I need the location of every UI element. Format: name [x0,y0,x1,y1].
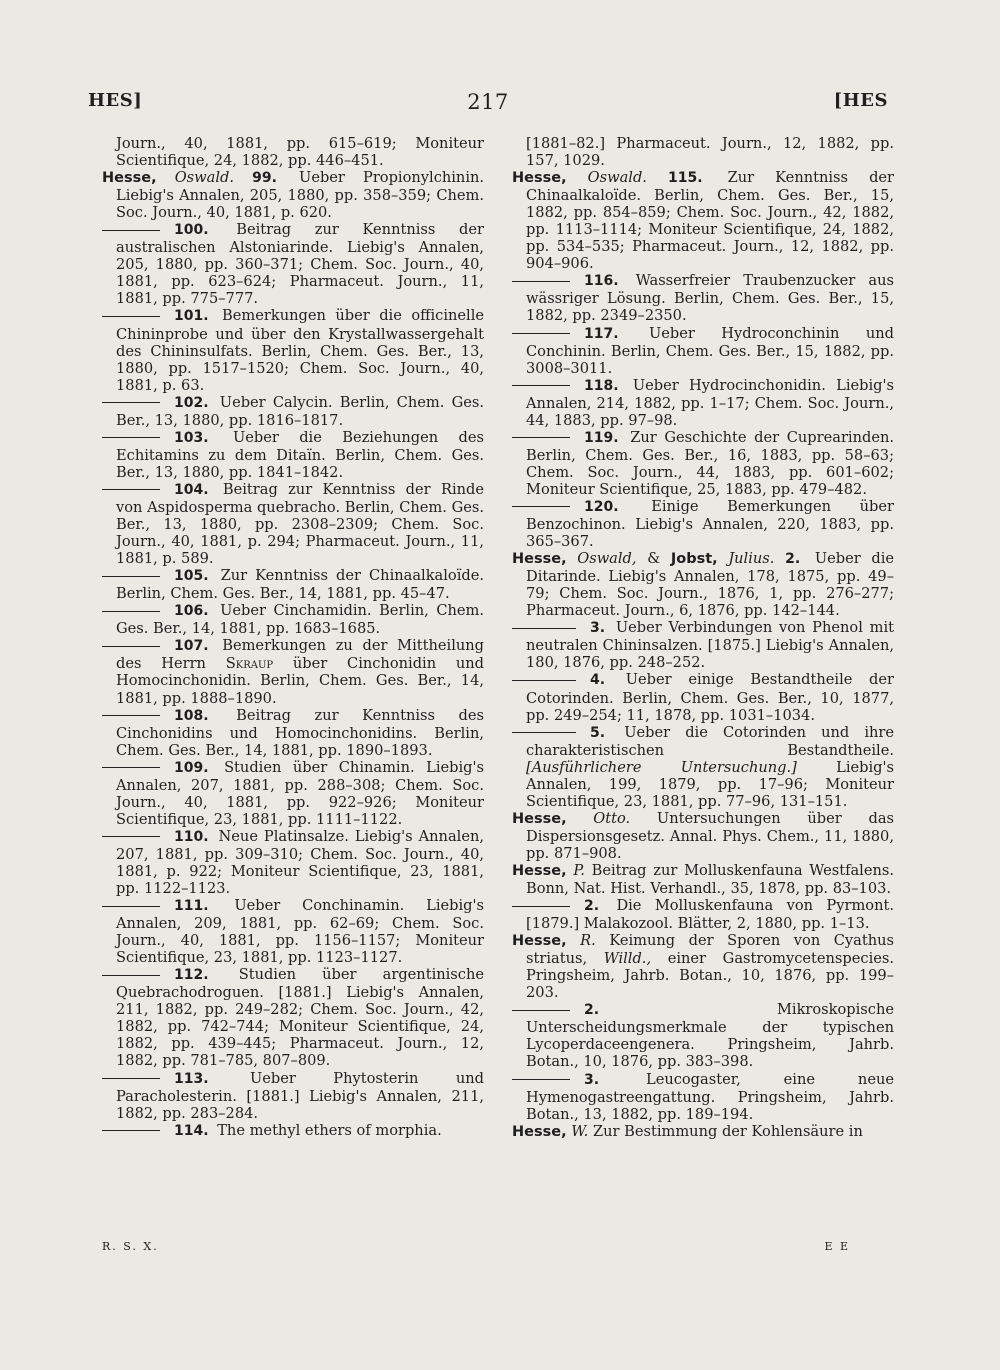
entry-text: Keimung der Sporen von Cyathus striatus, [526,932,895,968]
entry-number: 112. [174,967,209,984]
entry-number: 105. [174,568,209,585]
entry-number: 113. [174,1070,209,1087]
ditto-rule [512,680,576,681]
ditto-rule [102,1130,160,1131]
entry-text: einer Gastromycetenspecies. Pringsheim, Jahrb. Botan., 10, 1876, pp. 199–203. [526,950,894,1002]
bibliography-entry [512,619,894,671]
author-surname: Hesse, [512,862,567,879]
ditto-rule [512,1079,570,1080]
entry-text: The methyl ethers of morphia. [217,1121,442,1139]
small-caps-name: Skraup [225,655,274,673]
ditto-rule [512,437,570,438]
bibliography-entry [102,707,484,759]
entry-number: 3. [584,1071,600,1088]
bibliography-entry [512,897,894,932]
entry-number: 120. [584,498,619,515]
entry-text: über Cinchonidin und Homocinchonidin. Berlin, Chem. Ges. Ber., 14, 1881, pp. 1888–1890. [116,655,485,707]
entry-number: 102. [174,394,209,411]
entry-text: [1881–82.] Pharmaceut. Journ., 12, 1882, pp. 157, 1029. [526,135,894,170]
author-surname: Hesse, [512,170,567,187]
entry-number: 2. [584,1002,600,1019]
entry-number: 116. [584,273,619,290]
bibliography-entry [102,897,484,966]
entry-text: Zur Kenntniss der Chinaalkaloïde. Berlin, Chem. Ges. Ber., 14, 1881, pp. 45–47. [116,567,485,603]
entry-number: 118. [584,377,619,394]
bibliography-entry [512,498,894,550]
page-footer [102,1240,850,1260]
author-given-name: R. [580,932,596,950]
ditto-rule [102,715,160,716]
entry-text: Ueber einige Bestandtheile der Cotorinden. Berlin, Chem. Ges. Ber., 10, 1877, pp. 249–254; 11, 1878, pp. 1031–1034. [526,671,895,724]
entry-text: Beitrag zur Kenntniss der australischen Alstoniarinde. Liebig's Annalen, 205, 1880, pp. 360–371; Chem. Soc. Journ., 40, 1881, pp. 623–624; Pharmaceut. Journ., 11, 1881, pp. 775–777. [116,221,485,308]
header-left-catchword: HES] [88,90,143,111]
bibliography-entry [512,1001,894,1070]
entry-text: Beitrag zur Molluskenfauna Westfalens. Bonn, Nat. Hist. Verhandl., 35, 1878, pp. 83–103. [526,861,895,898]
gathering-mark: E E [824,1240,850,1253]
bibliography-entry [512,1071,894,1123]
bibliography-entry [512,810,894,862]
bibliography-entry [102,1070,484,1122]
entry-number: 107. [174,638,209,655]
bibliography-entry [512,550,894,619]
ditto-rule [102,646,160,647]
ditto-rule [102,906,160,907]
ditto-rule [512,1010,570,1011]
right-column [512,135,894,1141]
entry-text: Ueber die Cotorinden und ihre charakteristischen Bestandtheile. [526,723,895,759]
entry-text: Neue Platinsalze. Liebig's Annalen, 207, 1881, pp. 309–310; Chem. Soc. Journ., 40, 1881, p. 922; Moniteur Scientifique, 23, 1881, pp. 1122–1123. [116,827,485,898]
bibliography-entry [102,481,484,567]
bibliography-entry [102,966,484,1069]
entry-number: 106. [174,603,209,620]
ditto-rule [512,732,576,733]
entry-number: 3. [590,620,606,637]
bibliography-entry [512,135,894,169]
entry-text: Beitrag zur Kenntniss des Cinchonidins und Homocinchonidins. Berlin, Chem. Ges. Ber., 14, 1881, pp. 1890–1893. [116,706,485,759]
bibliography-entry [512,169,894,272]
entry-number: 108. [174,707,209,724]
entry-text: Leucogaster, eine neue Hymenogastreengattung. Pringsheim, Jahrb. Botan., 13, 1882, pp. 189–194. [526,1070,895,1123]
page-number: 217 [467,90,509,114]
entry-text: Untersuchungen über das Dispersionsgesetz. Annal. Phys. Chem., 11, 1880, pp. 871–908. [526,809,895,862]
entry-text: Ueber Verbindungen von Phenol mit neutralen Chininsalzen. [1875.] Liebig's Annalen, 180, 1876, pp. 248–252. [526,619,894,672]
author-surname: Hesse, [102,170,157,187]
running-header [88,90,888,120]
entry-text: Zur Bestimmung der Kohlensäure in [592,1122,863,1140]
ditto-rule [102,230,160,231]
author-surname: Hesse, [512,551,567,568]
italic-text: [Ausführlichere Untersuchung.] [526,758,797,776]
ditto-rule [102,489,160,490]
entry-text: Mikroskopische Unterscheidungsmerkmale der typischen Lycoperdaceengenera. Pringsheim, Jahrb. Botan., 10, 1876, pp. 383–398. [526,1001,894,1071]
ampersand: & [647,550,661,568]
ditto-rule [102,402,160,403]
entry-text: Ueber Hydrocinchonidin. Liebig's Annalen, 214, 1882, pp. 1–17; Chem. Soc. Journ., 44, 1883, pp. 97–98. [526,376,894,429]
bibliography-entry [102,602,484,637]
ditto-rule [102,437,160,438]
entry-number: 104. [174,481,209,498]
author-surname: Jobst, [670,551,718,568]
bibliography-entry [512,932,894,1001]
entry-text: Ueber Conchinamin. Liebig's Annalen, 209, 1881, pp. 62–69; Chem. Soc. Journ., 40, 1881, pp. 1156–1157; Moniteur Scientifique, 23, 1881, pp. 1123–1127. [116,897,484,967]
entry-text: Wasserfreier Traubenzucker aus wässriger Lösung. Berlin, Chem. Ges. Ber., 15, 1882, pp. 2349–2350. [526,272,894,325]
left-column [102,135,484,1140]
bibliography-entry [102,307,484,393]
entry-text: Beitrag zur Kenntniss der Rinde von Aspidosperma quebracho. Berlin, Chem. Ges. Ber., 13, 1880, pp. 2308–2309; Chem. Soc. Journ., 40, 1881, p. 294; Pharmaceut. Journ., 11, 1881, p. 589. [116,480,484,568]
bibliography-entry [512,1123,894,1141]
entry-text: Ueber Phytosterin und Paracholesterin. [1881.] Liebig's Annalen, 211, 1882, pp. 283–284. [116,1069,484,1122]
entry-number: 115. [668,170,703,187]
bibliography-entry [102,135,484,169]
author-given-name: Julius. [728,550,775,568]
bibliography-entry [512,429,894,498]
bibliography-entry [102,1122,484,1140]
entry-number: 114. [174,1122,209,1139]
bibliography-entry [512,377,894,429]
bibliography-entry [102,221,484,307]
bibliography-entry [512,325,894,377]
entry-text: Zur Kenntniss der Chinaalkaloïde. Berlin, Chem. Ges. Ber., 15, 1882, pp. 854–859; Chem. Soc. Journ., 42, 1882, pp. 1113–1114; Moniteur Scientifique, 24, 1882, pp. 534–535; Pharmaceut. Journ., 12, 1882, pp. 904–906. [526,169,895,273]
entry-number: 101. [174,308,209,325]
entry-text: Ueber Calycin. Berlin, Chem. Ges. Ber., 13, 1880, pp. 1816–1817. [116,393,484,429]
entry-text: Zur Geschichte der Cuprearinden. Berlin, Chem. Ges. Ber., 16, 1883, pp. 58–63; Chem. Soc. Journ., 44, 1883, pp. 601–602; Moniteur Scientifique, 25, 1883, pp. 479–482. [526,428,895,498]
ditto-rule [512,281,570,282]
ditto-rule [512,628,576,629]
entry-text: Ueber Hydroconchinin und Conchinin. Berlin, Chem. Ges. Ber., 15, 1882, pp. 3008–3011. [526,324,895,377]
entry-number: 119. [584,429,619,446]
bibliography-entry [102,759,484,828]
entry-text: Ueber die Beziehungen des Echitamins zu dem Ditaïn. Berlin, Chem. Ges. Ber., 13, 1880, pp. 1841–1842. [116,428,485,481]
ditto-rule [102,975,160,976]
entry-number: 2. [785,551,801,568]
ditto-rule [102,1078,160,1079]
ditto-rule [102,836,160,837]
header-right-catchword: [HES [833,90,888,111]
author-given-name: Oswald. [587,169,647,187]
entry-number: 99. [252,170,277,187]
entry-text: Studien über argentinische Quebrachodroguen. [1881.] Liebig's Annalen, 211, 1882, pp. 249–282; Chem. Soc. Journ., 42, 1882, pp. 742–744; Moniteur Scientifique, 24, 1882, pp. 439–445; Pharmaceut. Journ., 12, 1882, pp. 781–785, 807–809. [116,966,485,1070]
entry-text: Ueber Cinchamidin. Berlin, Chem. Ges. Ber., 14, 1881, pp. 1683–1685. [116,602,484,638]
entry-text: Studien über Chinamin. Liebig's Annalen, 207, 1881, pp. 288–308; Chem. Soc. Journ., 40, 1881, pp. 922–926; Moniteur Scientifique, 23, 1881, pp. 1111–1122. [116,758,484,828]
bibliography-entry [102,567,484,602]
author-given-name: Oswald. [174,169,234,187]
bibliography-entry [512,671,894,723]
entry-text: Ueber die Ditarinde. Liebig's Annalen, 178, 1875, pp. 49–79; Chem. Soc. Journ., 1876, 1, pp. 276–277; Pharmaceut. Journ., 6, 1876, pp. 142–144. [526,550,895,620]
bibliography-entry [512,724,894,810]
entry-text: Bemerkungen zu der Mittheilung des Herrn [116,637,485,673]
author-given-name: W. [571,1122,589,1140]
ditto-rule [512,506,570,507]
ditto-rule [512,333,570,334]
entry-number: 117. [584,325,619,342]
entry-text: Bemerkungen über die officinelle Chininprobe und über den Krystallwassergehalt des Chininsulfats. Berlin, Chem. Ges. Ber., 13, 1880, pp. 1517–1520; Chem. Soc. Journ., 40, 1881, p. 63. [116,307,485,394]
ditto-rule [512,906,570,907]
entry-text: Journ., 40, 1881, pp. 615–619; Moniteur Scientifique, 24, 1882, pp. 446–451. [116,135,484,170]
entry-number: 109. [174,759,209,776]
ditto-rule [512,385,570,386]
ditto-rule [102,611,160,612]
entry-number: 110. [174,828,209,845]
bibliography-entry [512,862,894,897]
entry-number: 111. [174,898,209,915]
ditto-rule [102,316,160,317]
author-given-name: Otto. [593,809,631,827]
bibliography-entry [102,169,484,221]
signature-mark: R. S. X. [102,1240,159,1253]
entry-text: Ueber Propionylchinin. Liebig's Annalen, 205, 1880, pp. 358–359; Chem. Soc. Journ., 40, 1881, p. 620. [116,169,485,222]
bibliography-entry [102,394,484,429]
author-given-name: P. [573,861,585,879]
entry-number: 2. [584,898,600,915]
entry-number: 4. [590,672,606,689]
entry-text: Die Molluskenfauna von Pyrmont. [1879.] Malakozool. Blätter, 2, 1880, pp. 1–13. [526,897,894,933]
author-surname: Hesse, [512,933,567,950]
bibliography-entry [102,828,484,897]
bibliography-entry [102,637,484,706]
bibliography-entry [102,429,484,481]
author-surname: Hesse, [512,810,567,827]
entry-number: 103. [174,429,209,446]
author-surname: Hesse, [512,1123,567,1140]
author-given-name: Oswald, [577,550,637,568]
ditto-rule [102,767,160,768]
entry-number: 100. [174,222,209,239]
entry-text: Einige Bemerkungen über Benzochinon. Liebig's Annalen, 220, 1883, pp. 365–367. [526,497,895,551]
entry-text: Liebig's Annalen, 199, 1879, pp. 17–96; Moniteur Scientifique, 23, 1881, pp. 77–96, 131–151. [526,758,895,810]
bibliography-entry [512,272,894,324]
italic-text: Willd., [603,950,652,968]
entry-number: 5. [590,724,606,741]
ditto-rule [102,576,160,577]
